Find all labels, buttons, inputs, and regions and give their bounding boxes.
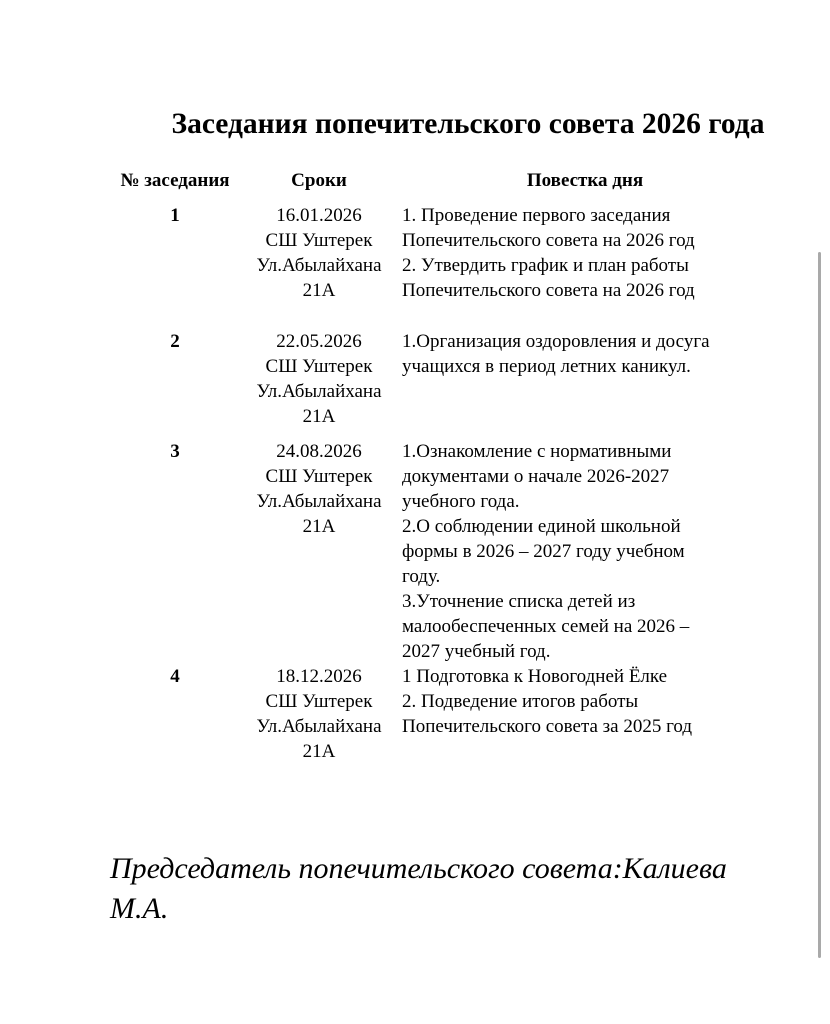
column-header-date: Сроки: [291, 170, 347, 191]
agenda-line: 1.Организация оздоровления и досуга: [402, 331, 710, 352]
meeting-number: 1: [170, 205, 180, 226]
meeting-date-place: [246, 329, 392, 429]
agenda-line: 1. Проведение первого заседания: [402, 205, 671, 226]
place-line: 21А: [302, 516, 336, 537]
chairman-signature: [110, 849, 790, 929]
place-line: 21А: [302, 741, 336, 762]
meeting-number: 4: [170, 666, 180, 687]
meeting-agenda: [402, 203, 782, 303]
agenda-line: году.: [402, 566, 441, 587]
date-line: 22.05.2026: [276, 331, 362, 352]
agenda-line: учащихся в период летних каникул.: [402, 356, 691, 377]
signature-line: Председатель попечительского совета:Калиева: [110, 852, 727, 885]
place-line: СШ Уштерек: [265, 466, 373, 487]
agenda-line: 1 Подготовка к Новогодней Ёлке: [402, 666, 668, 687]
agenda-line: Попечительского совета на 2026 год: [402, 230, 695, 251]
place-line: Ул.Абылайхана: [256, 491, 382, 512]
place-line: 21А: [302, 280, 336, 301]
date-line: 16.01.2026: [276, 205, 362, 226]
meeting-agenda: [402, 664, 782, 739]
meeting-date-place: [246, 439, 392, 539]
place-line: Ул.Абылайхана: [256, 716, 382, 737]
meeting-agenda: [402, 329, 782, 379]
place-line: СШ Уштерек: [265, 230, 373, 251]
meeting-agenda: [402, 439, 782, 664]
agenda-line: 2.О соблюдении единой школьной: [402, 516, 681, 537]
document-title: Заседания попечительского совета 2026 года: [171, 108, 765, 140]
column-header-number: № заседания: [120, 170, 230, 191]
agenda-line: 2027 учебный год.: [402, 641, 551, 662]
meeting-number: 3: [170, 441, 180, 462]
meeting-number: 2: [170, 331, 180, 352]
column-header-agenda: Повестка дня: [526, 170, 644, 191]
place-line: 21А: [302, 406, 336, 427]
agenda-line: Попечительского совета на 2026 год: [402, 280, 695, 301]
meeting-date-place: [246, 664, 392, 764]
meeting-date-place: [246, 203, 392, 303]
date-line: 24.08.2026: [276, 441, 362, 462]
agenda-line: учебного года.: [402, 491, 520, 512]
agenda-line: 3.Уточнение списка детей из: [402, 591, 636, 612]
agenda-line: документами о начале 2026-2027: [402, 466, 670, 487]
place-line: СШ Уштерек: [265, 691, 373, 712]
place-line: Ул.Абылайхана: [256, 381, 382, 402]
agenda-line: 2. Утвердить график и план работы: [402, 255, 689, 276]
agenda-line: 2. Подведение итогов работы: [402, 691, 639, 712]
signature-line: М.А.: [110, 892, 169, 925]
place-line: СШ Уштерек: [265, 356, 373, 377]
vertical-scrollbar[interactable]: [818, 252, 821, 958]
agenda-line: малообеспеченных семей на 2026 –: [402, 616, 690, 637]
agenda-line: формы в 2026 – 2027 году учебном: [402, 541, 685, 562]
date-line: 18.12.2026: [276, 666, 362, 687]
agenda-line: Попечительского совета за 2025 год: [402, 716, 693, 737]
place-line: Ул.Абылайхана: [256, 255, 382, 276]
agenda-line: 1.Ознакомление с нормативными: [402, 441, 672, 462]
